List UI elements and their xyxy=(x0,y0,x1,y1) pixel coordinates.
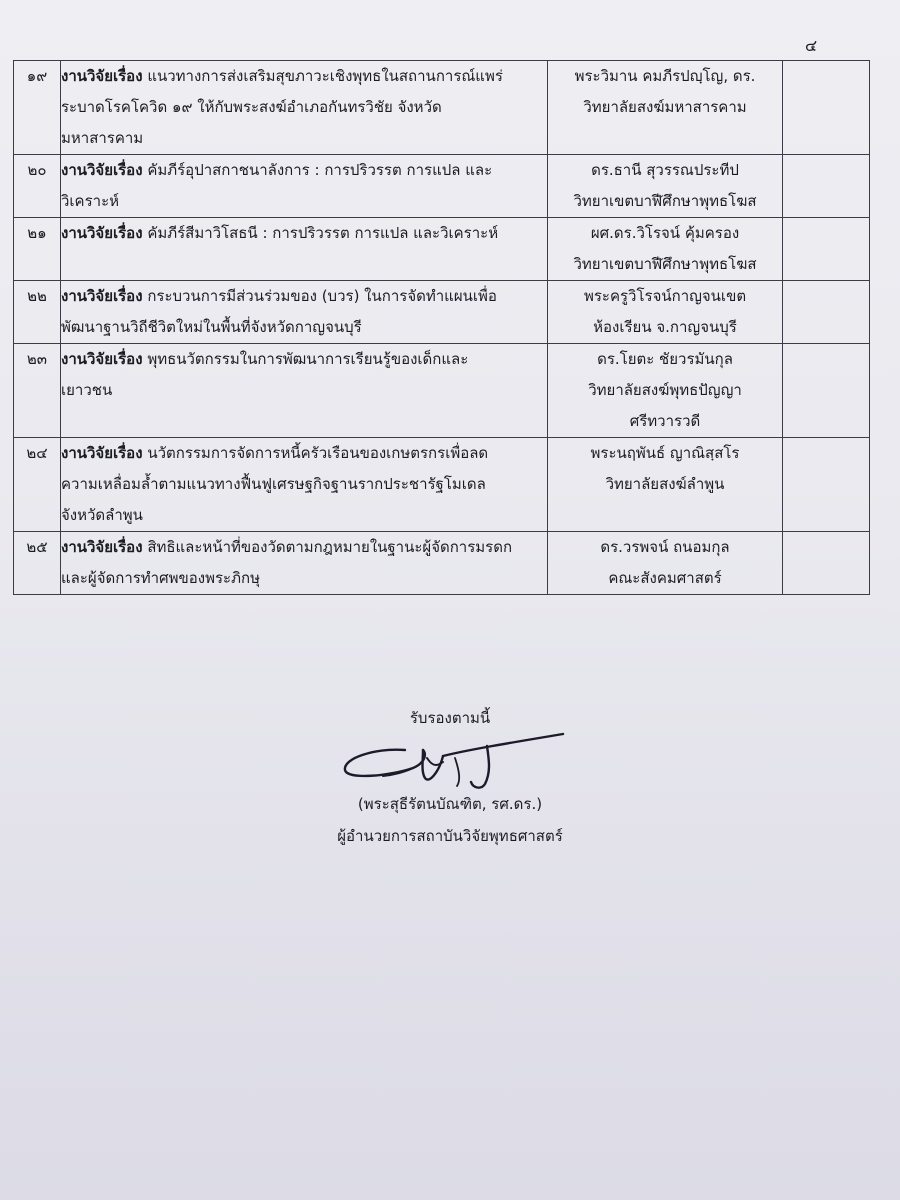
table-row xyxy=(14,532,870,595)
research-label: งานวิจัยเรื่อง xyxy=(61,224,143,242)
research-title-line xyxy=(61,375,547,406)
research-title-line xyxy=(61,344,547,375)
researcher-line: พระนฤพันธ์ ญาณิสฺสโร xyxy=(590,444,740,462)
researcher-line: ห้องเรียน จ.กาญจนบุรี xyxy=(593,318,737,336)
page-number: ๔ xyxy=(805,36,818,55)
table-row xyxy=(14,281,870,344)
research-title-cell xyxy=(61,155,548,218)
research-title-line xyxy=(61,312,547,343)
researcher-cell xyxy=(548,61,783,155)
research-title-text: มหาสารคาม xyxy=(61,129,144,147)
research-title-text: แนวทางการส่งเสริมสุขภาวะเชิงพุทธในสถานการณ์แพร่ xyxy=(147,67,503,85)
researcher-cell xyxy=(548,344,783,438)
research-title-line xyxy=(61,123,547,154)
research-label: งานวิจัยเรื่อง xyxy=(61,538,143,556)
research-label: งานวิจัยเรื่อง xyxy=(61,67,143,85)
research-label: งานวิจัยเรื่อง xyxy=(61,444,143,462)
research-title-text: และผู้จัดการทำศพของพระภิกษุ xyxy=(61,569,260,587)
note-cell xyxy=(783,438,870,532)
research-title-text: จังหวัดลำพูน xyxy=(61,506,143,524)
research-title-text: นวัตกรรมการจัดการหนี้ครัวเรือนของเกษตรกรเพื่อลด xyxy=(147,444,489,462)
research-title-line xyxy=(61,92,547,123)
research-title-cell xyxy=(61,218,548,281)
research-title-text: คัมภีร์สีมาวิโสธนี : การปริวรรต การแปล และวิเคราะห์ xyxy=(147,224,499,242)
research-title-line xyxy=(61,500,547,531)
researcher-line: ศรีทวารวดี xyxy=(629,412,701,430)
researcher-line: ดร.ธานี สุวรรณประทีป xyxy=(591,161,739,179)
research-title-line xyxy=(61,563,547,594)
note-cell xyxy=(783,344,870,438)
research-title-line xyxy=(61,155,547,186)
research-title-line xyxy=(61,186,547,217)
note-cell xyxy=(783,61,870,155)
researcher-cell xyxy=(548,155,783,218)
researcher-line: วิทยาลัยสงฆ์พุทธปัญญา xyxy=(588,381,742,399)
row-number: ๒๒ xyxy=(14,281,61,344)
research-label: งานวิจัยเรื่อง xyxy=(61,350,143,368)
research-title-text: พุทธนวัตกรรมในการพัฒนาการเรียนรู้ของเด็กและ xyxy=(147,350,469,368)
row-number: ๒๐ xyxy=(14,155,61,218)
row-number: ๒๕ xyxy=(14,532,61,595)
research-title-line xyxy=(61,61,547,92)
table-row xyxy=(14,344,870,438)
research-title-cell xyxy=(61,438,548,532)
row-number: ๒๑ xyxy=(14,218,61,281)
research-title-text: พัฒนาฐานวิถีชีวิตใหม่ในพื้นที่จังหวัดกาญจนบุรี xyxy=(61,318,362,336)
research-label: งานวิจัยเรื่อง xyxy=(61,161,143,179)
researcher-line: วิทยาลัยสงฆ์ลำพูน xyxy=(605,475,725,493)
research-title-text: ระบาดโรคโควิด ๑๙ ให้กับพระสงฆ์อำเภอกันทรวิชัย จังหวัด xyxy=(61,98,442,116)
research-title-line xyxy=(61,218,547,249)
researcher-line: พระวิมาน คมภีรปญฺโญ, ดร. xyxy=(574,67,756,85)
research-title-line xyxy=(61,281,547,312)
research-title-cell xyxy=(61,344,548,438)
note-cell xyxy=(783,218,870,281)
table-row xyxy=(14,61,870,155)
signer-title: ผู้อำนวยการสถาบันวิจัยพุทธศาสตร์ xyxy=(337,827,563,845)
researcher-line: วิทยาเขตบาฬีศึกษาพุทธโฆส xyxy=(573,192,757,210)
researcher-cell xyxy=(548,218,783,281)
researcher-line: คณะสังคมศาสตร์ xyxy=(608,569,722,587)
research-table xyxy=(13,60,870,595)
researcher-line: ผศ.ดร.วิโรจน์ คุ้มครอง xyxy=(590,224,740,242)
row-number: ๑๙ xyxy=(14,61,61,155)
researcher-line: ดร.โยตะ ชัยวรมันกุล xyxy=(597,350,733,368)
research-title-text: สิทธิและหน้าที่ของวัดตามกฎหมายในฐานะผู้จัดการมรดก xyxy=(147,538,513,556)
researcher-line: วิทยาเขตบาฬีศึกษาพุทธโฆส xyxy=(573,255,757,273)
researcher-line: ดร.วรพจน์ ถนอมกุล xyxy=(600,538,730,556)
row-number: ๒๔ xyxy=(14,438,61,532)
table-row xyxy=(14,438,870,532)
note-cell xyxy=(783,155,870,218)
approval-text: รับรองตามนี้ xyxy=(409,709,491,727)
research-title-line xyxy=(61,438,547,469)
research-title-line xyxy=(61,469,547,500)
research-title-text: วิเคราะห์ xyxy=(61,192,120,210)
researcher-cell xyxy=(548,281,783,344)
table-row xyxy=(14,218,870,281)
researcher-line: วิทยาลัยสงฆ์มหาสารคาม xyxy=(583,98,747,116)
researcher-line: พระครูวิโรจน์กาญจนเขต xyxy=(583,287,747,305)
table-row xyxy=(14,155,870,218)
research-title-text: เยาวชน xyxy=(61,381,113,399)
research-title-text: คัมภีร์อุปาสกาชนาลังการ : การปริวรรต การแปล และ xyxy=(147,161,493,179)
research-title-cell xyxy=(61,281,548,344)
signer-name: (พระสุธีรัตนบัณฑิต, รศ.ดร.) xyxy=(357,795,543,813)
research-title-cell xyxy=(61,532,548,595)
researcher-cell xyxy=(548,532,783,595)
note-cell xyxy=(783,281,870,344)
research-title-line xyxy=(61,532,547,563)
research-title-text: ความเหลื่อมล้ำตามแนวทางฟื้นฟูเศรษฐกิจฐานรากประชารัฐโมเดล xyxy=(61,475,486,493)
signature-image xyxy=(335,728,575,798)
row-number: ๒๓ xyxy=(14,344,61,438)
research-title-cell xyxy=(61,61,548,155)
research-label: งานวิจัยเรื่อง xyxy=(61,287,143,305)
researcher-cell xyxy=(548,438,783,532)
note-cell xyxy=(783,532,870,595)
research-title-text: กระบวนการมีส่วนร่วมของ (บวร) ในการจัดทำแผนเพื่อ xyxy=(147,287,497,305)
